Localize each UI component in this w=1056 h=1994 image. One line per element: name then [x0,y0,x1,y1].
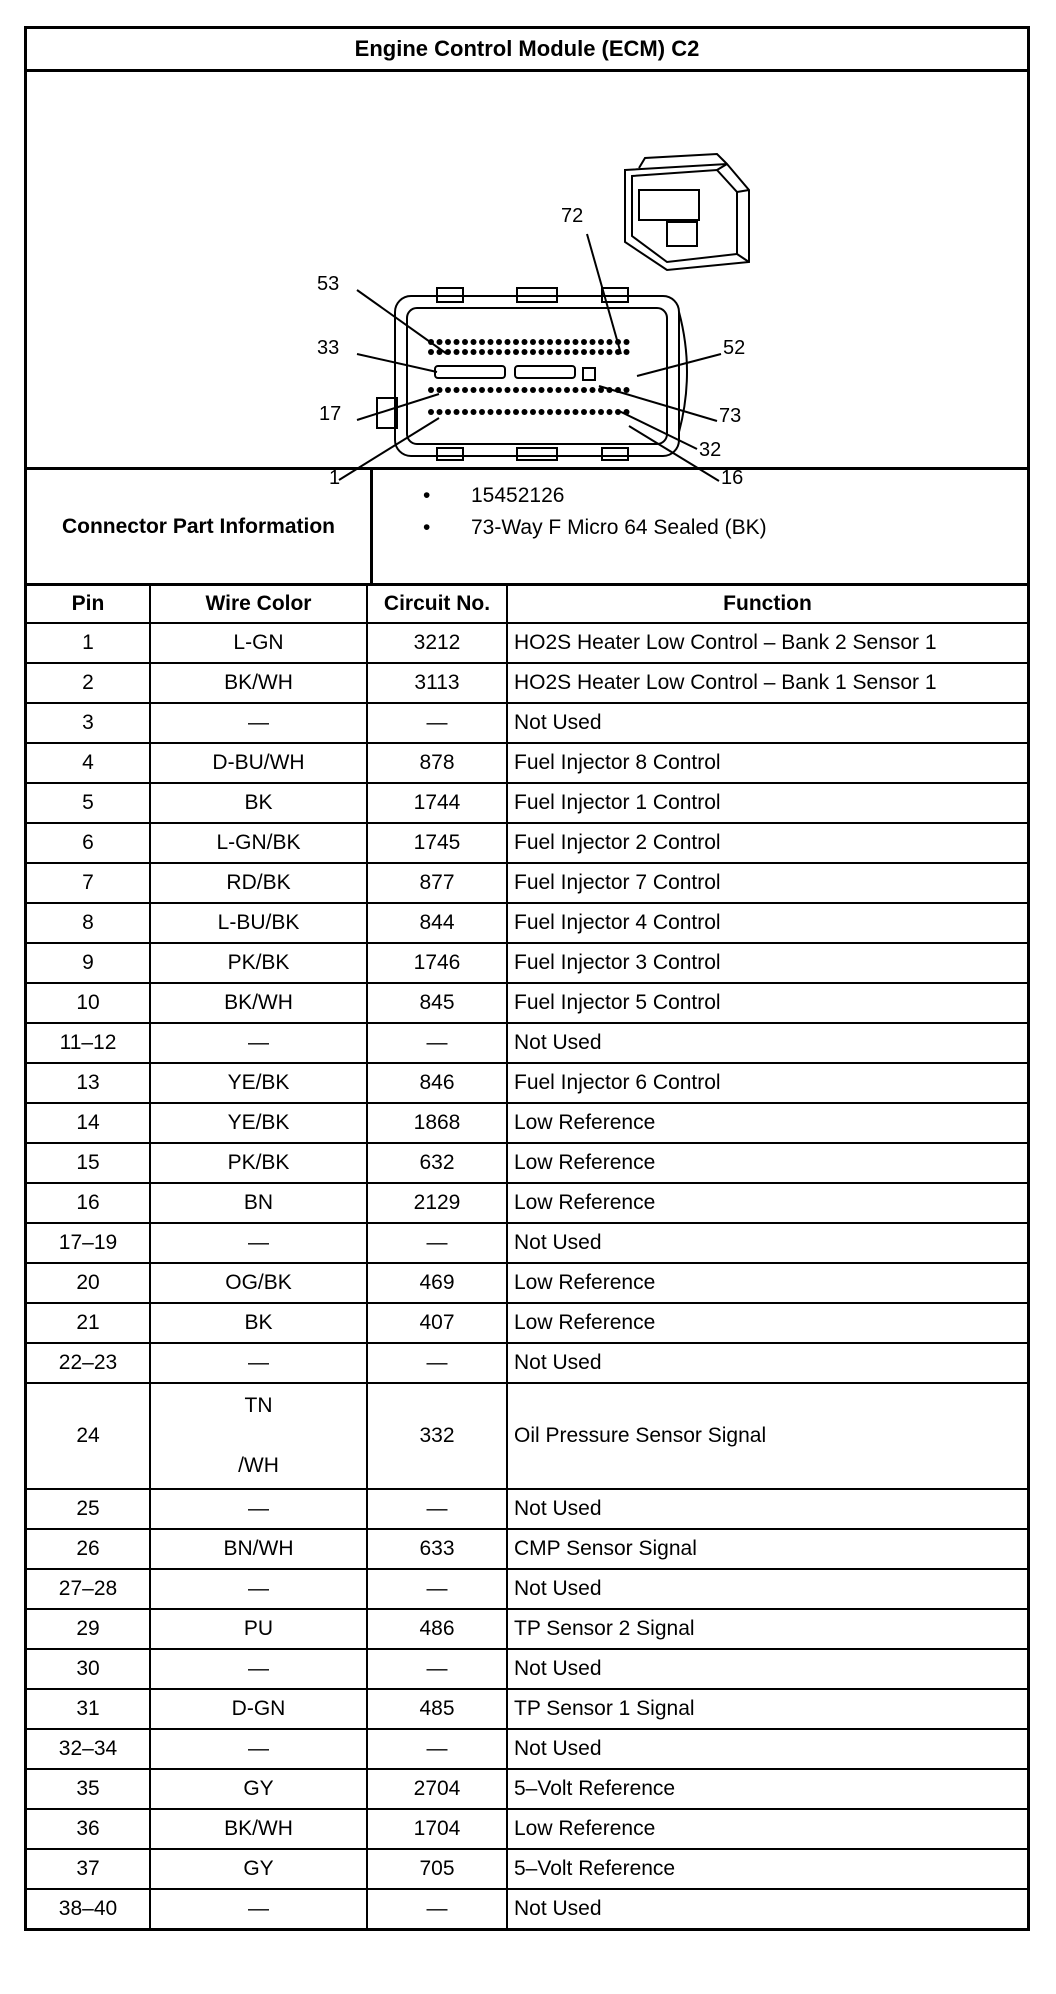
pin-dot [539,339,545,345]
pin-cell: 36 [27,1809,150,1849]
pin-dot [573,409,579,415]
table-row [27,903,1027,943]
pin-dot [530,409,536,415]
pin-dot [607,349,613,355]
circuit-cell: 469 [367,1263,507,1303]
wire-color-cell: BN [150,1183,367,1223]
circuit-cell: 3212 [367,623,507,663]
circuit-cell: 486 [367,1609,507,1649]
pin-dot [437,409,443,415]
circuit-cell: — [367,1343,507,1383]
pin-dot [522,339,528,345]
connector-face-icon [377,288,687,460]
function-cell: Not Used [507,1489,1027,1529]
pin-dot [445,409,451,415]
function-cell: CMP Sensor Signal [507,1529,1027,1569]
pin-dot [513,339,519,345]
pin-dot [556,339,562,345]
pin-cell: 30 [27,1649,150,1689]
pin-cell: 7 [27,863,150,903]
wire-color-cell: — [150,1489,367,1529]
pin-cell: 21 [27,1303,150,1343]
pin-cell: 37 [27,1849,150,1889]
pin-cell: 22–23 [27,1343,150,1383]
pin-dot [462,387,468,393]
pin-dot [462,409,468,415]
table-row [27,1569,1027,1609]
pin-cell: 14 [27,1103,150,1143]
callout-33: 33 [317,337,340,359]
table-row [27,1889,1027,1928]
function-cell: Fuel Injector 5 Control [507,983,1027,1023]
pin-dot [437,339,443,345]
table-row [27,1809,1027,1849]
table-row [27,1303,1027,1343]
pin-dot [547,387,553,393]
table-row [27,1383,1027,1489]
pin-dot [428,387,434,393]
function-cell: Low Reference [507,1263,1027,1303]
pin-dot [556,387,562,393]
pin-dot [488,339,494,345]
pin-cell: 3 [27,703,150,743]
pin-dot [479,349,485,355]
pin-dot [573,349,579,355]
callout-52: 52 [723,337,746,359]
pin-cell: 38–40 [27,1889,150,1928]
pin-dot [624,387,630,393]
pin-dot [522,387,528,393]
callout-1: 1 [329,467,341,489]
pin-dot [564,339,570,345]
pin-dot [462,349,468,355]
function-cell: Not Used [507,1729,1027,1769]
header-function: Function [507,586,1027,623]
circuit-cell: — [367,1223,507,1263]
pin-dot [547,339,553,345]
wire-color-part: /WH [238,1454,279,1477]
pin-dot [437,387,443,393]
callout-53: 53 [317,273,340,295]
callout-32: 32 [699,439,722,461]
wire-color-cell: PU [150,1609,367,1649]
pin-cell: 8 [27,903,150,943]
pin-dot [581,339,587,345]
pin-cell: 26 [27,1529,150,1569]
pin-dot [530,387,536,393]
pin-dot [505,409,511,415]
wire-color-cell: YE/BK [150,1103,367,1143]
pin-cell: 10 [27,983,150,1023]
table-row [27,1529,1027,1569]
table-row [27,1263,1027,1303]
table-row [27,1769,1027,1809]
wire-color-cell: YE/BK [150,1063,367,1103]
pin-dot [598,409,604,415]
wire-color-cell: — [150,1223,367,1263]
circuit-cell: 1746 [367,943,507,983]
function-cell: 5–Volt Reference [507,1849,1027,1889]
function-cell: Fuel Injector 2 Control [507,823,1027,863]
pin-dot [505,339,511,345]
pin-dot [607,339,613,345]
wire-color-cell: BK [150,1303,367,1343]
pin-dot [445,349,451,355]
pin-cell: 25 [27,1489,150,1529]
pin-cell: 31 [27,1689,150,1729]
circuit-cell: 332 [367,1383,507,1489]
pin-dot [488,349,494,355]
pin-dot [590,387,596,393]
function-cell: Not Used [507,1223,1027,1263]
pin-cell: 1 [27,623,150,663]
wire-color-cell: L-GN/BK [150,823,367,863]
circuit-cell: 407 [367,1303,507,1343]
table-row [27,743,1027,783]
table-row [27,1849,1027,1889]
wire-color-part: TN [244,1394,273,1417]
function-cell: Fuel Injector 7 Control [507,863,1027,903]
pin-dot [488,409,494,415]
table-row [27,943,1027,983]
function-cell: TP Sensor 1 Signal [507,1689,1027,1729]
wire-color-cell: OG/BK [150,1263,367,1303]
pin-dot [513,387,519,393]
pin-dot [564,387,570,393]
pin-dot [573,339,579,345]
function-cell: Not Used [507,703,1027,743]
pin-dot [530,349,536,355]
function-cell: Oil Pressure Sensor Signal [507,1383,1027,1489]
function-cell: Not Used [507,1023,1027,1063]
function-cell: Fuel Injector 4 Control [507,903,1027,943]
wire-color-cell: — [150,1343,367,1383]
function-cell: Not Used [507,1569,1027,1609]
wire-color-cell: — [150,1023,367,1063]
pin-dot [505,387,511,393]
connector-document [24,26,1030,1931]
pin-dot [496,409,502,415]
pin-cell: 32–34 [27,1729,150,1769]
pin-dot [590,409,596,415]
pin-dot [471,387,477,393]
pin-cell: 16 [27,1183,150,1223]
pin-dot [454,387,460,393]
circuit-cell: 1744 [367,783,507,823]
pin-dot [445,339,451,345]
pin-dot [590,339,596,345]
pin-cell: 20 [27,1263,150,1303]
connector-3d-view-icon [625,154,749,270]
pin-dot [624,409,630,415]
circuit-cell: 846 [367,1063,507,1103]
circuit-cell: 1745 [367,823,507,863]
wire-color-cell: D-GN [150,1689,367,1729]
pin-dot [615,349,621,355]
table-row [27,863,1027,903]
callout-72: 72 [561,205,584,227]
pin-dot [539,349,545,355]
wire-color-cell: — [150,1649,367,1689]
pin-dot [522,409,528,415]
header-wire-color: Wire Color [150,586,367,623]
pin-dot [607,387,613,393]
function-cell: Fuel Injector 6 Control [507,1063,1027,1103]
page-title: Engine Control Module (ECM) C2 [27,29,1027,72]
pin-cell: 27–28 [27,1569,150,1609]
pin-dot [539,387,545,393]
pin-dot [581,349,587,355]
wire-color-cell: L-BU/BK [150,903,367,943]
table-row [27,1343,1027,1383]
pin-cell: 35 [27,1769,150,1809]
circuit-cell: 633 [367,1529,507,1569]
pin-dot [445,387,451,393]
function-cell: Low Reference [507,1809,1027,1849]
function-cell: Fuel Injector 1 Control [507,783,1027,823]
circuit-cell: 1868 [367,1103,507,1143]
wire-color-cell: BN/WH [150,1529,367,1569]
circuit-cell: 844 [367,903,507,943]
wire-color-cell: BK/WH [150,983,367,1023]
pin-cell: 15 [27,1143,150,1183]
connector-info-item: • 73-Way F Micro 64 Sealed (BK) [423,512,1027,544]
circuit-cell: — [367,703,507,743]
wire-color-cell: BK [150,783,367,823]
table-row [27,1063,1027,1103]
pin-dot [505,349,511,355]
pin-dot [471,339,477,345]
table-row [27,1103,1027,1143]
pin-dot [564,349,570,355]
pin-dot [496,339,502,345]
pin-dot [513,349,519,355]
pinout-table [27,586,1027,1928]
pin-dot [539,409,545,415]
pin-dot [530,339,536,345]
circuit-cell: 705 [367,1849,507,1889]
circuit-cell: 1704 [367,1809,507,1849]
pin-dot [428,349,434,355]
pin-dot [471,409,477,415]
function-cell: Low Reference [507,1143,1027,1183]
connector-info-label: Connector Part Information [27,470,373,583]
circuit-cell: 632 [367,1143,507,1183]
wire-color-cell: PK/BK [150,943,367,983]
bullet-icon: • [423,484,431,507]
table-row [27,1143,1027,1183]
wire-color-cell: — [150,1729,367,1769]
pin-dot [522,349,528,355]
function-cell: Not Used [507,1889,1027,1928]
function-cell: Not Used [507,1649,1027,1689]
function-cell: Low Reference [507,1103,1027,1143]
bullet-icon: • [423,516,431,539]
callout-17: 17 [319,403,342,425]
pin-dot [428,409,434,415]
connector-figure [27,72,1027,489]
circuit-cell: 845 [367,983,507,1023]
pin-dot [454,409,460,415]
pin-dot [598,387,604,393]
function-cell: HO2S Heater Low Control – Bank 2 Sensor 1 [507,623,1027,663]
pin-dot [615,387,621,393]
pin-dot [598,339,604,345]
table-row [27,1649,1027,1689]
function-cell: Low Reference [507,1303,1027,1343]
pin-dot [573,387,579,393]
pin-cell: 24 [27,1383,150,1489]
pin-cell: 29 [27,1609,150,1649]
pin-dot [556,409,562,415]
connector-info-item: • 15452126 [423,480,1027,512]
table-row [27,823,1027,863]
circuit-cell: — [367,1489,507,1529]
function-cell: 5–Volt Reference [507,1769,1027,1809]
pin-dot [513,409,519,415]
connector-part-information [27,470,1027,586]
function-cell: HO2S Heater Low Control – Bank 1 Sensor 1 [507,663,1027,703]
pin-dot [462,339,468,345]
pin-dot [581,387,587,393]
table-row [27,1023,1027,1063]
pin-dot [556,349,562,355]
table-row [27,663,1027,703]
pin-dot [624,349,630,355]
circuit-cell: 878 [367,743,507,783]
pin-dot [471,349,477,355]
table-row [27,1489,1027,1529]
circuit-cell: 3113 [367,663,507,703]
table-row [27,983,1027,1023]
table-row [27,1689,1027,1729]
pin-cell: 2 [27,663,150,703]
circuit-cell: — [367,1569,507,1609]
connector-diagram [27,72,1027,489]
header-pin: Pin [27,586,150,623]
table-row [27,1729,1027,1769]
wire-color-cell: GY [150,1849,367,1889]
table-row [27,1183,1027,1223]
pin-cell: 6 [27,823,150,863]
pin-dot [590,349,596,355]
pin-dot [564,409,570,415]
pin-dot [488,387,494,393]
function-cell: TP Sensor 2 Signal [507,1609,1027,1649]
pin-dot [624,339,630,345]
table-row [27,1609,1027,1649]
pin-dot [479,339,485,345]
pin-dot [479,409,485,415]
pin-dot [428,339,434,345]
pin-cell: 11–12 [27,1023,150,1063]
pin-dot [454,339,460,345]
circuit-cell: — [367,1649,507,1689]
wire-color-cell: RD/BK [150,863,367,903]
wire-color-cell: — [150,1569,367,1609]
circuit-cell: — [367,1023,507,1063]
circuit-cell: — [367,1889,507,1928]
wire-color-cell: PK/BK [150,1143,367,1183]
circuit-cell: 485 [367,1689,507,1729]
table-row [27,703,1027,743]
circuit-cell: 2129 [367,1183,507,1223]
pin-cell: 9 [27,943,150,983]
circuit-cell: — [367,1729,507,1769]
callout-73: 73 [719,405,742,427]
table-row [27,1223,1027,1263]
table-row [27,783,1027,823]
pin-cell: 13 [27,1063,150,1103]
pin-dot [547,349,553,355]
pin-cell: 4 [27,743,150,783]
connector-info-list [373,470,1027,583]
pin-cell: 5 [27,783,150,823]
table-row [27,623,1027,663]
pin-dot [496,349,502,355]
wire-color-cell: BK/WH [150,1809,367,1849]
circuit-cell: 877 [367,863,507,903]
callout-16: 16 [721,467,744,489]
pin-dot [615,409,621,415]
function-cell: Fuel Injector 3 Control [507,943,1027,983]
wire-color-cell: D-BU/WH [150,743,367,783]
wire-color-cell: BK/WH [150,663,367,703]
function-cell: Not Used [507,1343,1027,1383]
wire-color-cell: — [150,703,367,743]
pin-dot [607,409,613,415]
pin-dot [581,409,587,415]
wire-color-cell: — [150,1889,367,1928]
pin-dot [496,387,502,393]
table-header-row [27,586,1027,623]
pin-dot [437,349,443,355]
function-cell: Fuel Injector 8 Control [507,743,1027,783]
pin-dot [615,339,621,345]
pin-dot [454,349,460,355]
wire-color-cell: L-GN [150,623,367,663]
header-circuit-no: Circuit No. [367,586,507,623]
function-cell: Low Reference [507,1183,1027,1223]
pin-cell: 17–19 [27,1223,150,1263]
pin-dot [547,409,553,415]
wire-color-cell [150,1383,367,1489]
pin-dot [479,387,485,393]
wire-color-cell: GY [150,1769,367,1809]
pin-dot [598,349,604,355]
circuit-cell: 2704 [367,1769,507,1809]
